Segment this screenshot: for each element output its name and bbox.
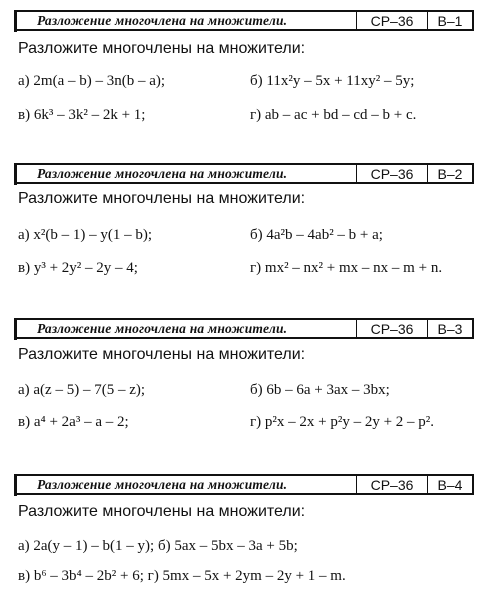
task-ab: а) 2a(y – 1) – b(1 – y); б) 5ax – 5bx – 3a + 5b; bbox=[18, 538, 298, 554]
header-code: СР–36 bbox=[356, 320, 427, 337]
instruction: Разложите многочлены на множители: bbox=[18, 503, 306, 520]
task-d: г) mx² – nx² + mx – nx – m + n. bbox=[250, 260, 443, 276]
task-b: б) 11x²y – 5x + 11xy² – 5y; bbox=[250, 73, 415, 89]
task-a: а) 2m(a – b) – 3n(b – a); bbox=[18, 73, 166, 89]
instruction: Разложите многочлены на множители: bbox=[18, 40, 306, 57]
task-cd: в) b⁶ – 3b⁴ – 2b² + 6; г) 5mx – 5x + 2ym – 2y + 1 – m. bbox=[18, 568, 346, 584]
instruction: Разложите многочлены на множители: bbox=[18, 346, 306, 363]
task-a: а) a(z – 5) – 7(5 – z); bbox=[18, 382, 146, 398]
header-variant: В–4 bbox=[427, 476, 472, 493]
header-title: Разложение многочлена на множители. bbox=[37, 477, 288, 492]
header-title: Разложение многочлена на множители. bbox=[37, 321, 288, 336]
header-code: СР–36 bbox=[356, 476, 427, 493]
task-d: г) ab – ac + bd – cd – b + c. bbox=[250, 107, 417, 123]
task-d: г) p²x – 2x + p²y – 2y + 2 – p². bbox=[250, 414, 435, 430]
task-c: в) a⁴ + 2a³ – a – 2; bbox=[18, 414, 129, 430]
header-code: СР–36 bbox=[356, 12, 427, 29]
variant-header bbox=[15, 10, 474, 31]
header-code: СР–36 bbox=[356, 165, 427, 182]
task-b: б) 4a²b – 4ab² – b + a; bbox=[250, 227, 383, 243]
task-c: в) y³ + 2y² – 2y – 4; bbox=[18, 260, 138, 276]
header-variant: В–1 bbox=[427, 12, 472, 29]
variant-header bbox=[15, 163, 474, 184]
header-variant: В–2 bbox=[427, 165, 472, 182]
task-b: б) 6b – 6a + 3ax – 3bx; bbox=[250, 382, 390, 398]
variant-header bbox=[15, 474, 474, 495]
instruction: Разложите многочлены на множители: bbox=[18, 190, 306, 207]
header-title: Разложение многочлена на множители. bbox=[37, 13, 288, 28]
variant-header bbox=[15, 318, 474, 339]
header-variant: В–3 bbox=[427, 320, 472, 337]
header-title: Разложение многочлена на множители. bbox=[37, 166, 288, 181]
task-c: в) 6k³ – 3k² – 2k + 1; bbox=[18, 107, 146, 123]
task-a: а) x²(b – 1) – y(1 – b); bbox=[18, 227, 153, 243]
